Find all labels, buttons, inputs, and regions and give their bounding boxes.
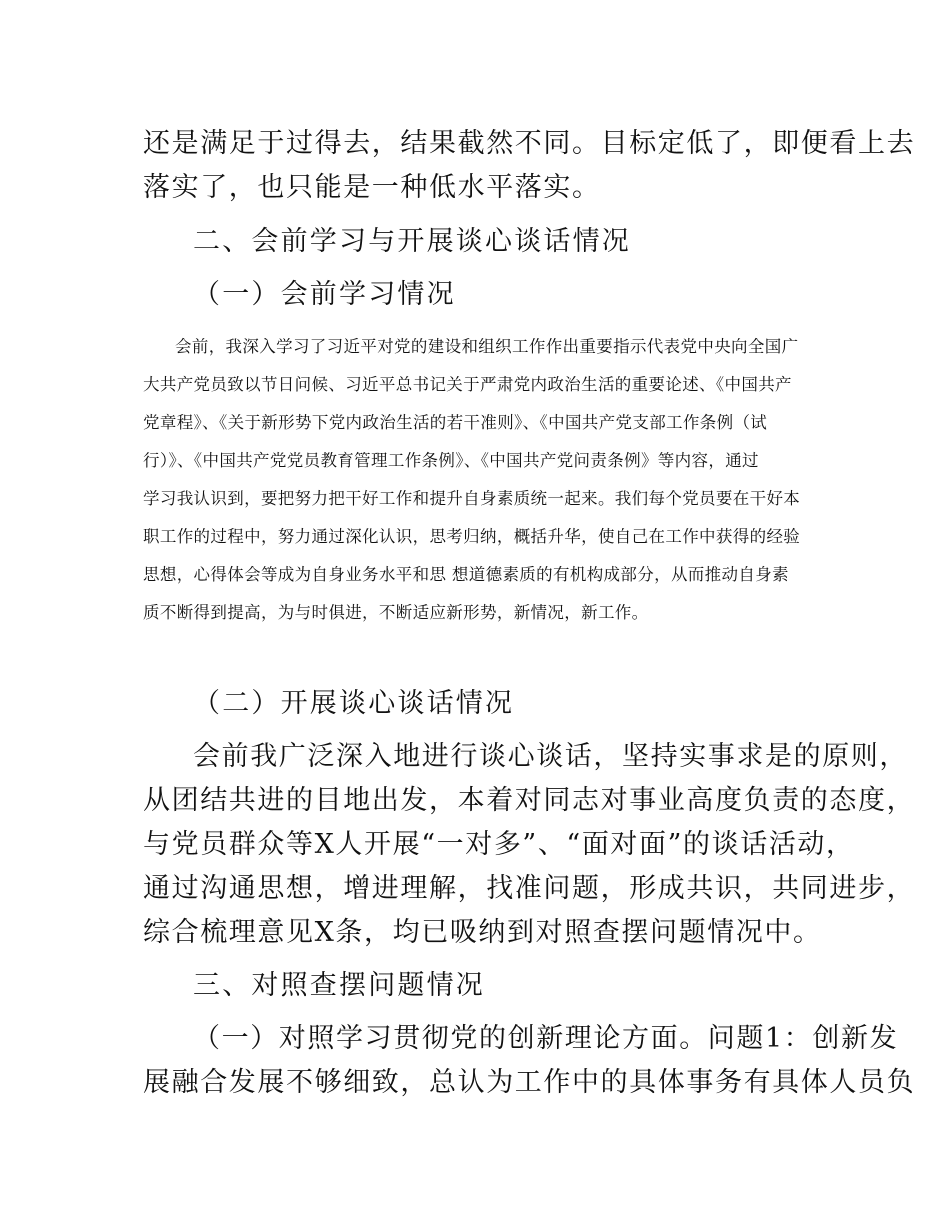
section2-heading: 二、会前学习与开展谈心谈话情况 — [193, 226, 631, 257]
talk-para-line: 通过沟通思想，增进理解，找准问题，形成共识，共同进步， — [143, 873, 916, 904]
study-para-line: 会前，我深入学习了习近平对党的建设和组织工作作出重要指示代表党中央向全国广 — [175, 337, 799, 356]
study-para-line: 党章程》、《关于新形势下党内政治生活的若干准则》、《中国共产党支部工作条例（试 — [143, 413, 768, 432]
talk-para-line: 与党员群众等X人开展“一对多”、“面对面”的谈话活动， — [143, 829, 855, 860]
sec3-para-line: 展融合发展不够细致，总认为工作中的具体事务有具体人员负 — [143, 1067, 916, 1098]
talk-para-line: 会前我广泛深入地进行谈心谈话，坚持实事求是的原则， — [193, 741, 908, 772]
sub2-heading: （二）开展谈心谈话情况 — [193, 688, 515, 719]
section3-heading: 三、对照查摆问题情况 — [193, 970, 485, 1001]
study-para-line: 职工作的过程中，努力通过深化认识，思考归纳，概括升华，使自己在工作中获得的经验 — [143, 527, 801, 546]
study-para-line: 质不断得到提高，为与时俱进，不断适应新形势，新情况，新工作。 — [143, 603, 649, 622]
sub1-heading: （一）会前学习情况 — [193, 279, 456, 310]
sec3-para-line: （一）对照学习贯彻党的创新理论方面。问题1：创新发 — [193, 1023, 899, 1054]
talk-para-line: 综合梳理意见X条，均已吸纳到对照查摆问题情况中。 — [143, 917, 822, 948]
talk-para-line: 从团结共进的目地出发，本着对同志对事业高度负责的态度， — [143, 785, 916, 816]
study-para-line: 行）》、《中国共产党党员教育管理工作条例》、《中国共产党问责条例》等内容，通过 — [143, 451, 759, 470]
study-para-line: 思想，心得体会等成为自身业务水平和思 想道德素质的有机构成部分，从而推动自身素 — [143, 565, 789, 584]
study-para-line: 学习我认识到，要把努力把干好工作和提升自身素质统一起来。我们每个党员要在干好本 — [143, 489, 801, 508]
study-para-line: 大共产党员致以节日问候、习近平总书记关于严肃党内政治生活的重要论述、《中国共产 — [143, 375, 792, 394]
para-top-line: 落实了，也只能是一种低水平落实。 — [143, 172, 601, 203]
para-top-line: 还是满足于过得去，结果截然不同。目标定低了，即便看上去 — [143, 128, 916, 159]
